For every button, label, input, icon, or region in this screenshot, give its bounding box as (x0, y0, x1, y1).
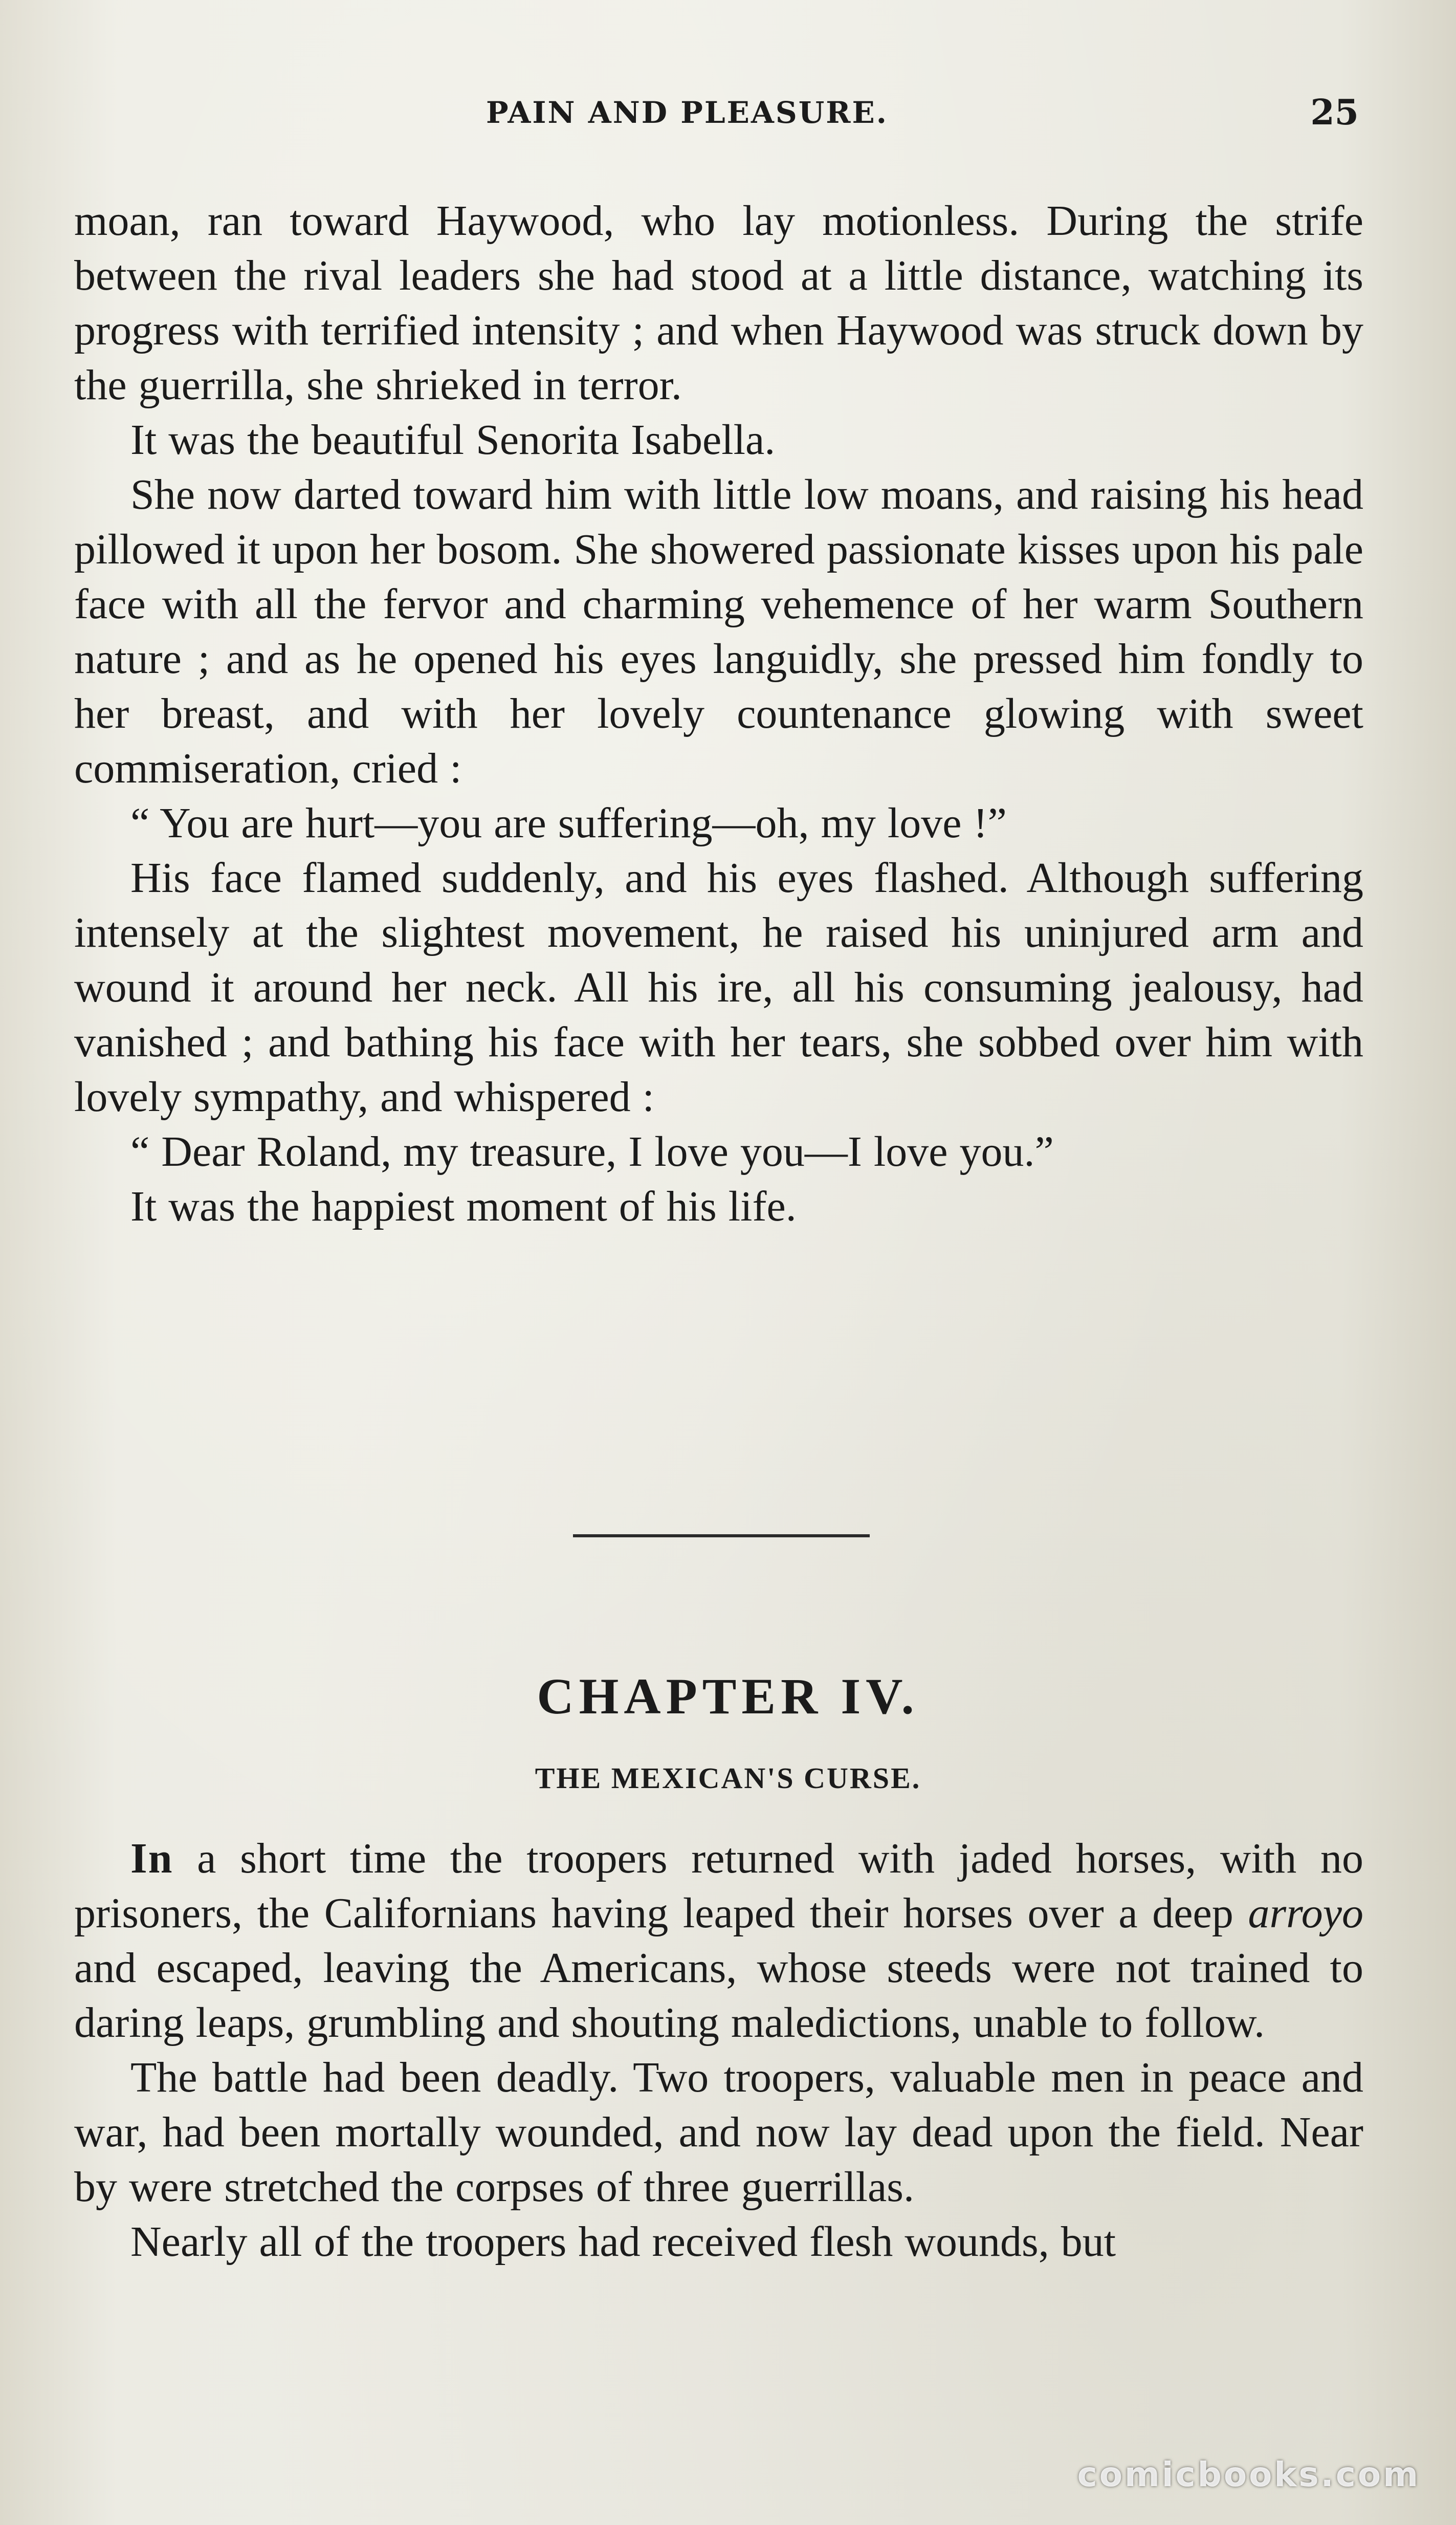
paragraph-text: a short time the troopers returned with jaded horses, with no prisoners, the Californians having leaped their horses over a deep (74, 1835, 1363, 1937)
section-divider (573, 1534, 870, 1537)
quote-paragraph: “ You are hurt—you are suffering—oh, my love !” (130, 799, 1007, 847)
paragraph-continued: moan, ran toward Haywood, who lay motionless. During the strife between the rival leaders she had stood at a little distance, watching its progress with terrified intensity ; and when Haywood was struck down by the guerrilla, she shrieked in terror. (74, 197, 1363, 409)
paragraph-text: and escaped, leaving the Americans, whose steeds were not trained to daring leaps, grumbling and shouting maledictions, unable to follow. (74, 1944, 1363, 2047)
running-title: PAIN AND PLEASURE. (486, 95, 888, 130)
watermark: comicbooks.com (1077, 2455, 1420, 2494)
paragraph: His face flamed suddenly, and his eyes flashed. Although suffering intensely at the slightest movement, he raised his uninjured arm and wound it around her neck. All his ire, all his consuming jealousy, had vanished ; and bathing his face with her tears, she sobbed over him with lovely sympathy, and whispered : (74, 854, 1363, 1121)
lead-word: In (130, 1835, 173, 1882)
chapter-title: CHAPTER IV. (537, 1668, 919, 1725)
paragraph: The battle had been deadly. Two troopers, valuable men in peace and war, had been mortally wounded, and now lay dead upon the field. Near by were stretched the corpses of three guerrillas. (74, 2054, 1363, 2211)
italic-word: arroyo (1248, 1889, 1363, 1937)
chapter-first-paragraph (74, 1831, 1363, 2050)
paragraph: She now darted toward him with little low moans, and raising his head pillowed it upon her bosom. She showered passionate kisses upon his pale face with all the fervor and charming vehemence of her warm Southern nature ; and as he opened his eyes languidly, she pressed him fondly to her breast, and with her lovely countenance glowing with sweet commiseration, cried : (74, 471, 1363, 792)
paragraph: Nearly all of the troopers had received flesh wounds, but (130, 2218, 1116, 2266)
quote-paragraph: “ Dear Roland, my treasure, I love you—I love you.” (130, 1128, 1054, 1176)
page-number: 25 (1310, 92, 1359, 133)
chapter-text-block (74, 1831, 1363, 2269)
paragraph: It was the beautiful Senorita Isabella. (130, 416, 776, 464)
paragraph: It was the happiest moment of his life. (130, 1183, 797, 1230)
chapter-subtitle: THE MEXICAN'S CURSE. (535, 1761, 921, 1795)
top-text-block (74, 193, 1363, 1234)
running-head (0, 90, 1456, 136)
